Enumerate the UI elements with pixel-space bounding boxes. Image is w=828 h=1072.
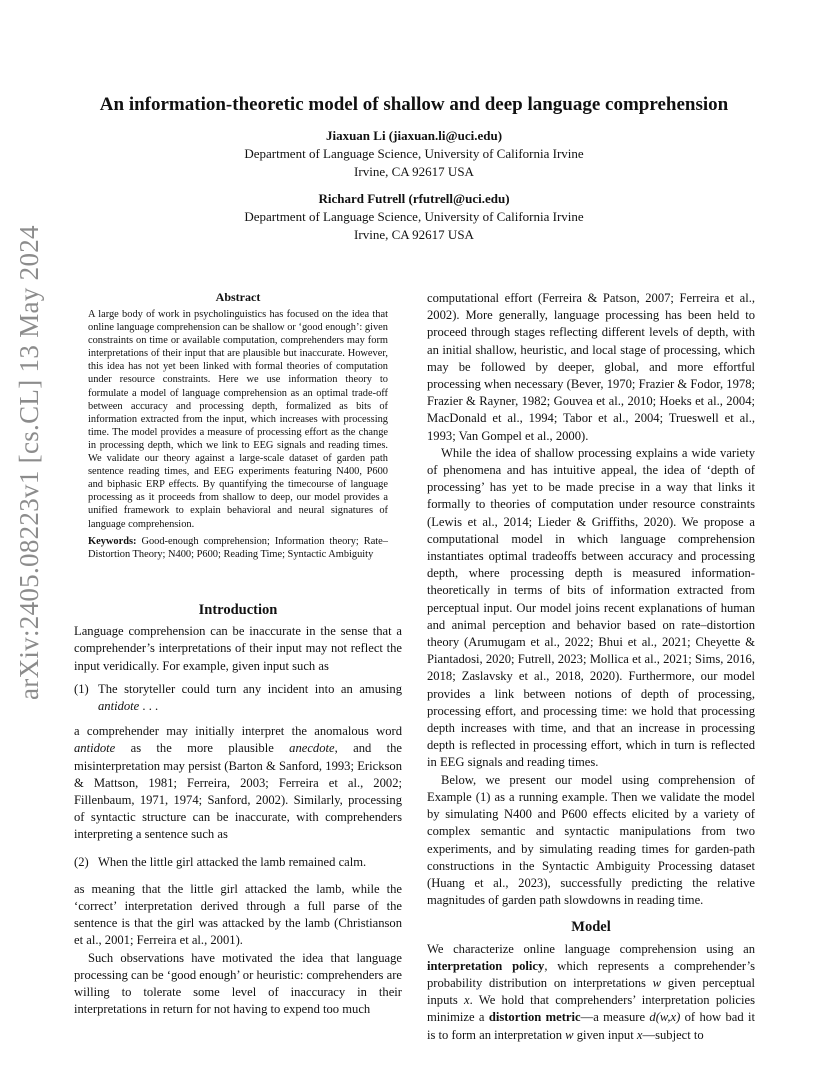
paper-title: An information-theoretic model of shallow and deep language comprehension bbox=[99, 94, 729, 115]
example-number: (2) bbox=[74, 854, 89, 869]
author-addr: Irvine, CA 92617 USA bbox=[354, 164, 474, 179]
model-heading: Model bbox=[571, 919, 611, 936]
paragraph: as meaning that the little girl attacked the lamb, while the ‘correct’ interpretation derived through a full parse of the sentence is that the girl was attacked by the lamb (Christianson et al., 2001; Ferreira et al., 2001). bbox=[74, 881, 402, 948]
paragraph: While the idea of shallow processing explains a wide variety of phenomena and has intuitive appeal, the idea of ‘depth of processing’ has yet to be made precise in a way that links it formally to theories of computation under resource constraints (Lewis et al., 2014; Lieder & Griffiths, 2020). We propose a computational model in which language comprehension instantiates optimal tradeoffs between accuracy and processing depth, where processing depth is measured information-theoretically in terms of bits of information extracted from perceptual input. Our model joins recent explanations of human and animal perception and behavior based on rate–distortion theory (Arumugam et al., 2022; Bhui et al., 2021; Cheyette & Piantadosi, 2020; Futrell, 2023; Mollica et al., 2021; Sims, 2016, 2018; Zaslavsky et al., 2018, 2020). Furthermore, our model provides a link between notions of depth of processing, processing effort, and processing time: we hold that processing depth increases with time, and that an increase in processing depth is reflected in processing effort, which in turn is reflected in EEG signals and reading times. bbox=[427, 445, 755, 770]
left-column bbox=[74, 602, 402, 1018]
example-text: When the little girl attacked the lamb remained calm. bbox=[98, 854, 367, 869]
paragraph: a comprehender may initially interpret the anomalous word antidote as the more plausible anecdote, and the misinterpretation may persist (Barton & Sanford, 1993; Erickson & Mattson, 1981; Ferreira, 2003; Ferreira et al., 2002; Fillenbaum, 1971, 1974; Sanford, 2002). Similarly, processing of syntactic structure can be inaccurate, with comprehenders interpreting a sentence such as bbox=[74, 724, 403, 842]
keywords bbox=[88, 535, 388, 561]
example-number: (1) bbox=[74, 681, 89, 696]
author-dept: Department of Language Science, University of California Irvine bbox=[244, 146, 584, 161]
author-name: Jiaxuan Li (jiaxuan.li@uci.edu) bbox=[325, 128, 503, 143]
author-dept: Department of Language Science, University of California Irvine bbox=[244, 209, 584, 224]
keywords-label: Keywords: bbox=[88, 535, 137, 547]
intro-heading: Introduction bbox=[198, 602, 278, 618]
right-column bbox=[427, 290, 755, 1044]
paragraph: We characterize online language comprehension using an interpretation policy, which represents a comprehender’s probability distribution on interpretations w given perceptual inputs x. We hold that comprehenders’ interpretation policies minimize a distortion metric—a measure d(w,x) of how bad it is to form an interpretation w given input x—subject to bbox=[427, 941, 755, 1042]
example-text: The storyteller could turn any incident into an amusing antidote . . . bbox=[98, 681, 402, 714]
author-block-2 bbox=[60, 190, 768, 244]
author-block-1 bbox=[60, 127, 768, 181]
paragraph: Language comprehension can be inaccurate in the sense that a comprehender’s interpretations of their input may not reflect the input veridically. For example, given input such as bbox=[74, 624, 402, 673]
paragraph: computational effort (Ferreira & Patson, 2007; Ferreira et al., 2002). More generally, language processing has been held to proceed through stages reflecting different levels of depth, with an initial shallow, heuristic, and local stage of processing, which may be followed by deeper, global, and more effortful processing when necessary (Bever, 1970; Frazier & Fodor, 1978; Frazier & Rayner, 1982; Gouvea et al., 2010; Hoeks et al., 2004; MacDonald et al., 1994; Tabor et al., 2004; Trueswell et al., 1993; Van Gompel et al., 2000). bbox=[427, 291, 755, 443]
paragraph: Below, we present our model using comprehension of Example (1) as a running example. Then we validate the model by simulating N400 and P600 effects elicited by a variety of complex semantic and syntactic manipulations from two experiments, and by simulating reading times for garden-path constructions in the Syntactic Ambiguity Processing dataset (Huang et al., 2023), successfully predicting the relative magnitudes of garden path slowdowns in reading time. bbox=[427, 772, 755, 908]
author-name: Richard Futrell (rfutrell@uci.edu) bbox=[318, 191, 510, 206]
author-addr: Irvine, CA 92617 USA bbox=[354, 227, 474, 242]
arxiv-watermark: arXiv:2405.08223v1 [cs.CL] 13 May 2024 bbox=[14, 225, 44, 700]
abstract bbox=[88, 308, 388, 561]
paragraph: Such observations have motivated the idea that language processing can be ‘good enough’ or heuristic: comprehenders are willing to tolerate some level of inaccuracy in their interpretations in return for not having to expend too much bbox=[74, 950, 402, 1017]
example-1 bbox=[74, 681, 402, 715]
keywords-text: Good-enough comprehension; Information theory; Rate–Distortion Theory; N400; P600; Reading Time; Syntactic Ambiguity bbox=[88, 535, 388, 560]
abstract-text: A large body of work in psycholinguistics has focused on the idea that online language comprehension can be shallow or ‘good enough’: given constraints on time or available computation, comprehenders may form interpretations of their input that are plausible but inaccurate. However, this idea has not yet been linked with formal theories of computation under resource constraints. Here we use information theory to formulate a model of language comprehension as an optimal trade-off between accuracy and processing depth, formalized as bits of information extracted from the input, which increases with processing time. The model provides a measure of processing effort as the change in processing depth, which we link to EEG signals and reading times. We validate our theory against a large-scale dataset of garden path sentence reading times, and EEG experiments featuring N400, P600 and biphasic ERP effects. By quantifying the timecourse of language processing as it proceeds from shallow to deep, our model provides a unified framework to explain behavioral and neural signatures of language comprehension. bbox=[88, 309, 388, 530]
example-2 bbox=[74, 854, 402, 871]
abstract-heading: Abstract bbox=[215, 290, 261, 304]
